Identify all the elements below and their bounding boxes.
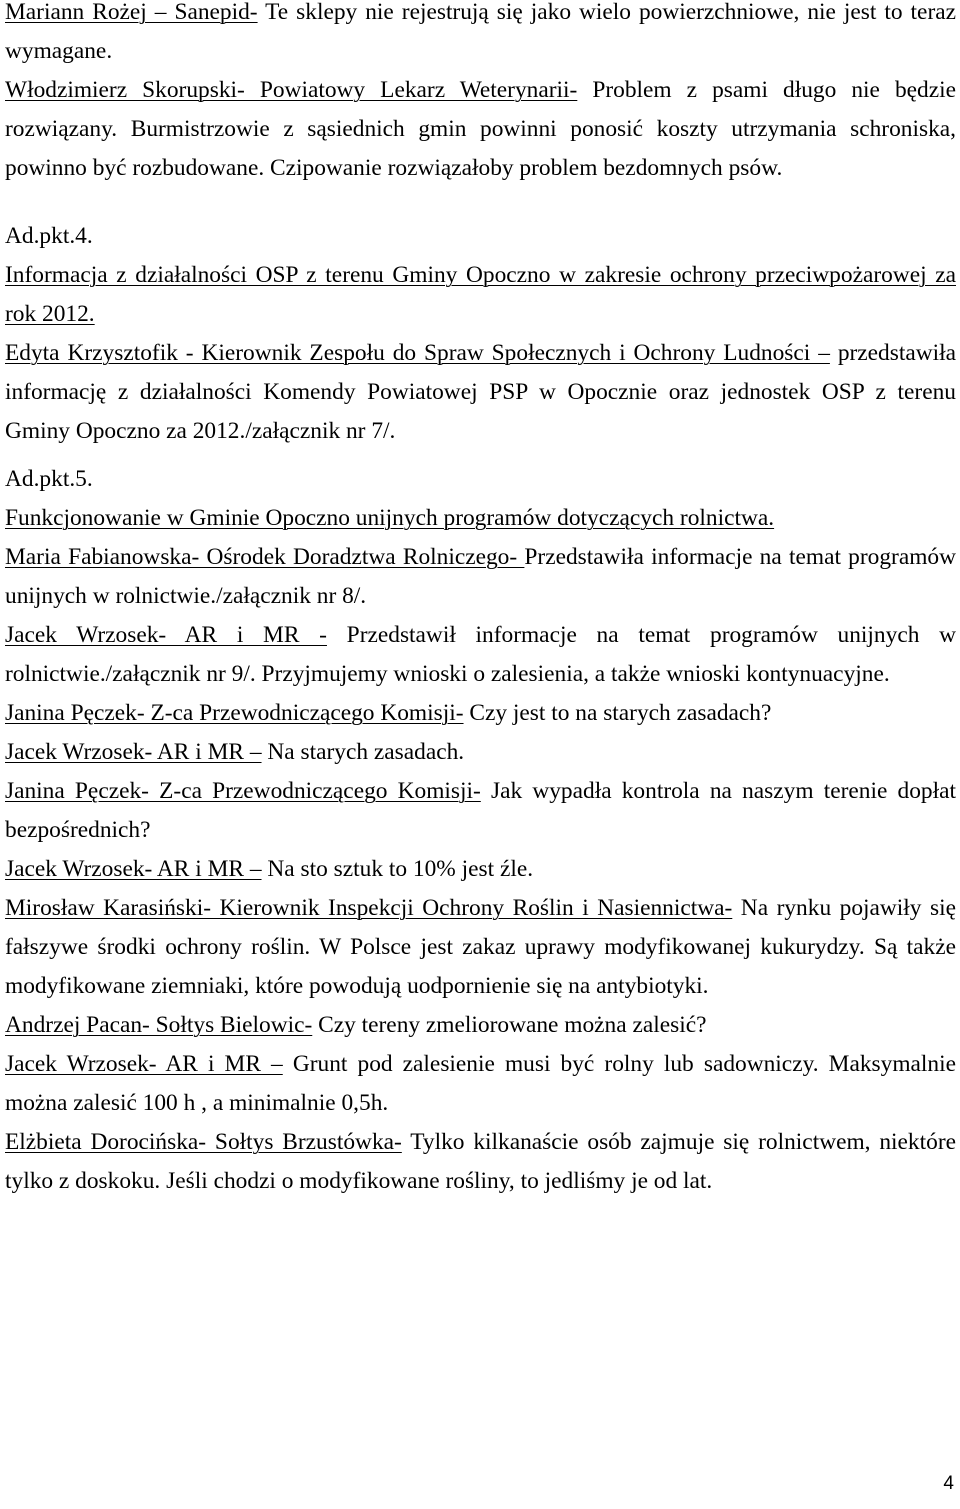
statement-paragraph	[5, 733, 956, 772]
document-page	[5, 0, 956, 1201]
statement-text: Tylko kilkanaście osób zajmuje się rolnictwem, niektóre tylko z doskoku. Jeśli chodzi o modyfikowane rośliny, to jedliśmy je od lat.	[5, 1129, 956, 1194]
statement-paragraph	[5, 1123, 956, 1201]
statement-text: Problem z psami długo nie będzie rozwiązany. Burmistrzowie z sąsiednich gmin powinni ponosić koszty utrzymania schroniska, powinno być rozbudowane. Czipowanie rozwiązałoby problem bezdomnych psów.	[5, 77, 956, 181]
speaker-name: Janina Pęczek- Z-ca Przewodniczącego Komisji-	[5, 700, 464, 726]
intro-paragraph-1	[5, 0, 956, 71]
speaker-name: Włodzimierz Skorupski- Powiatowy Lekarz Weterynarii-	[5, 77, 578, 103]
statement-paragraph	[5, 1045, 956, 1123]
speaker-name: Janina Pęczek- Z-ca Przewodniczącego Komisji-	[5, 778, 481, 804]
item-5-title	[5, 499, 956, 538]
statement-text: przedstawiła informację z działalności Komendy Powiatowej PSP w Opocznie oraz jednostek OSP z terenu Gminy Opoczno za 2012./załącznik nr 7/.	[5, 340, 957, 444]
intro-paragraph-2	[5, 71, 956, 188]
speaker-name: Edyta Krzysztofik - Kierownik Zespołu do Spraw Społecznych i Ochrony Ludności –	[5, 340, 830, 366]
item-5-title-text: Funkcjonowanie w Gminie Opoczno unijnych programów dotyczących rolnictwa.	[5, 505, 775, 531]
item-4-title-text: Informacja z działalności OSP z terenu Gminy Opoczno w zakresie ochrony przeciwpożarowej za rok 2012.	[5, 262, 956, 327]
statement-text: Na starych zasadach.	[261, 739, 465, 765]
speaker-name: Andrzej Pacan- Sołtys Bielowic-	[5, 1012, 313, 1038]
statement-text: Na sto sztuk to 10% jest źle.	[261, 856, 534, 882]
statement-paragraph	[5, 616, 956, 694]
item-4-title	[5, 256, 956, 334]
statement-text: Czy tereny zmeliorowane można zalesić?	[312, 1012, 707, 1038]
statement-text: Na rynku pojawiły się fałszywe środki ochrony roślin. W Polsce jest zakaz uprawy modyfikowanej kukurydzy. Są także modyfikowane ziemniaki, które powodują uodpornienie się na antybiotyki.	[5, 895, 956, 999]
statement-paragraph	[5, 889, 956, 1006]
statement-text: Jak wypadła kontrola na naszym terenie dopłat bezpośrednich?	[5, 778, 956, 843]
speaker-name: Jacek Wrzosek- AR i MR -	[5, 622, 327, 648]
statement-paragraph	[5, 694, 956, 733]
section-spacer	[5, 451, 956, 460]
statement-text: Te sklepy nie rejestrują się jako wielo powierzchniowe, nie jest to teraz wymagane.	[5, 0, 956, 64]
speaker-name: Mirosław Karasiński- Kierownik Inspekcji Ochrony Roślin i Nasiennictwa-	[5, 895, 733, 921]
speaker-name: Elżbieta Dorocińska- Sołtys Brzustówka-	[5, 1129, 402, 1155]
section-spacer	[5, 188, 956, 217]
statement-text: Przedstawił informacje na temat programów unijnych w rolnictwie./załącznik nr 9/. Przyjmujemy wnioski o zalesienia, a także wnioski kontynuacyjne.	[5, 622, 957, 687]
statement-paragraph	[5, 538, 956, 616]
statement-paragraph	[5, 850, 956, 889]
speaker-name: Jacek Wrzosek- AR i MR –	[5, 1051, 283, 1077]
statement-paragraph	[5, 1006, 956, 1045]
item-4-label: Ad.pkt.4.	[5, 223, 93, 249]
speaker-name: Jacek Wrzosek- AR i MR –	[5, 856, 262, 882]
speaker-name: Jacek Wrzosek- AR i MR –	[5, 739, 262, 765]
statement-text: Przedstawiła informacje na temat programów unijnych w rolnictwie./załącznik nr 8/.	[5, 544, 957, 609]
statement-paragraph	[5, 772, 956, 850]
item-4-paragraph	[5, 334, 956, 451]
item-5-label: Ad.pkt.5.	[5, 466, 93, 492]
statement-text: Grunt pod zalesienie musi być rolny lub sadowniczy. Maksymalnie można zalesić 100 h , a minimalnie 0,5h.	[5, 1051, 957, 1116]
speaker-name: Mariann Rożej – Sanepid-	[5, 0, 258, 25]
page-number: 4	[943, 1473, 954, 1494]
speaker-name: Maria Fabianowska- Ośrodek Doradztwa Rolniczego-	[5, 544, 525, 570]
statement-text: Czy jest to na starych zasadach?	[463, 700, 772, 726]
